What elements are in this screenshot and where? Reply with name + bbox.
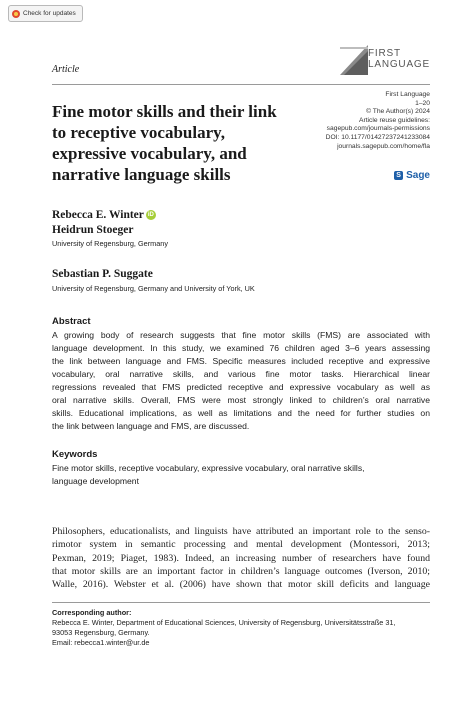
header-rule: [52, 84, 430, 85]
orcid-icon[interactable]: iD: [147, 212, 154, 218]
permissions-link[interactable]: sagepub.com/journals-permissions: [326, 125, 430, 133]
publication-meta: [260, 91, 430, 151]
abstract-line: vocabulary, oral narrative skills, and various fine motor tasks. Hierarchical linear: [52, 369, 430, 379]
keywords-line: Fine motor skills, receptive vocabulary, expressive vocabulary, oral narrative skills,: [52, 463, 365, 473]
doi-link[interactable]: DOI: 10.1177/01427237241233084: [325, 133, 430, 141]
author-affiliation: University of Regensburg, Germany and University of York, UK: [52, 284, 255, 293]
keywords-text: [52, 462, 430, 488]
abstract-heading: Abstract: [52, 316, 91, 327]
keywords-heading: Keywords: [52, 449, 98, 460]
journal-logo-line1: FIRST: [368, 48, 401, 59]
abstract-line: oral narrative skills. Overall, FMS were most strongly linked to children’s oral narrative: [52, 395, 430, 405]
page-range: 1–20: [415, 99, 430, 107]
journal-logo: [340, 45, 428, 75]
body-line: rimotor system in semantic processing and mental development (Montessori, 2013;: [52, 539, 430, 551]
author-name: Sebastian P. Suggate: [52, 268, 153, 280]
publisher-name: Sage: [406, 170, 430, 181]
copyright: © The Author(s) 2024: [366, 108, 430, 116]
abstract-line: skills. Educational implications, as well as limitations and the need for further studies on: [52, 408, 430, 418]
body-line: Walle, 2016). Webster et al. (2006) have shown that motor skill deficits and language: [52, 579, 430, 591]
journal-home-link[interactable]: journals.sagepub.com/home/fla: [337, 142, 430, 150]
journal-logo-icon: [340, 45, 368, 75]
check-for-updates-button[interactable]: [8, 5, 83, 22]
check-for-updates-label: Check for updates: [23, 10, 76, 17]
corresponding-author-email[interactable]: Email: rebecca1.winter@ur.de: [52, 638, 150, 647]
article-title: Fine motor skills and their link to receptive vocabulary, expressive vocabulary, and narrative language skills: [52, 102, 277, 184]
abstract-line: the link between language and FMS. Specific measures included receptive and expressive: [52, 356, 430, 366]
body-line: Philosophers, educationalists, and linguists have attributed an important role to the senso-: [52, 526, 430, 537]
abstract-line: A growing body of research suggests that fine motor skills (FMS) are associated with: [52, 330, 430, 340]
body-line: Pexman, 2019; Piaget, 1983). Indeed, an increasing number of researchers have found: [52, 552, 430, 564]
abstract-line: regressions revealed that FMS predicted receptive and expressive vocabulary as well as: [52, 382, 430, 392]
author-name: Heidrun Stoeger: [52, 224, 134, 236]
publisher-logo: [394, 170, 430, 181]
corresponding-author-city: 93053 Regensburg, Germany.: [52, 628, 150, 637]
body-paragraph: [52, 525, 430, 591]
article-type-label: Article: [52, 64, 80, 75]
update-icon: [12, 10, 20, 18]
reuse-label: Article reuse guidelines:: [359, 116, 430, 124]
journal-logo-line2: LANGUAGE: [368, 59, 430, 70]
corresponding-author-label: Corresponding author:: [52, 608, 132, 617]
corresponding-author: [52, 608, 430, 648]
keywords-line: language development: [52, 476, 139, 486]
corresponding-author-address: Rebecca E. Winter, Department of Educational Sciences, University of Regensburg, Universitätsstraße 31,: [52, 618, 396, 627]
author-affiliation: University of Regensburg, Germany: [52, 239, 168, 248]
author-name: Rebecca E. Winter iD: [52, 209, 154, 221]
abstract-text: [52, 329, 430, 433]
footnote-rule: [52, 602, 430, 603]
abstract-line: the link between language and FMS, are discussed.: [52, 421, 250, 431]
journal-name: First Language: [385, 91, 430, 98]
abstract-line: language development. In this study, we examined 76 children aged 3–6 years assessing: [52, 343, 430, 353]
sage-icon: S: [394, 171, 403, 180]
body-line: that motor skills are an important factor in children’s language outcomes (Iverson, 2010;: [52, 565, 430, 577]
